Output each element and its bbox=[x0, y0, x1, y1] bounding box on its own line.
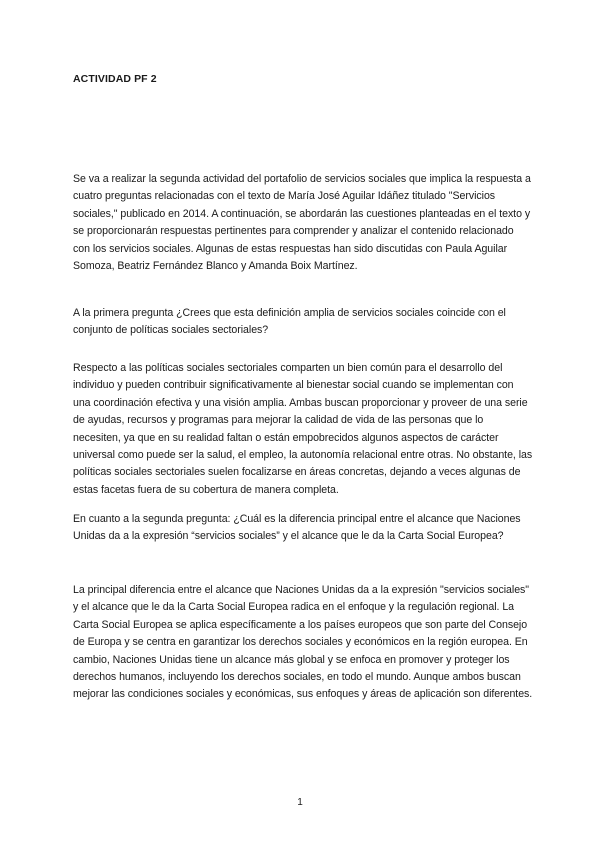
page-number: 1 bbox=[297, 797, 303, 808]
question-one-paragraph: A la primera pregunta ¿Crees que esta definición amplia de servicios sociales coincide con el conjunto de políticas sociales sectoriales? bbox=[73, 307, 506, 337]
question-two-paragraph: En cuanto a la segunda pregunta: ¿Cuál es la diferencia principal entre el alcance que Naciones Unidas da a la expresión “servicios sociales” y el alcance que le da la Carta Social Europea? bbox=[73, 513, 521, 543]
document-title: ACTIVIDAD PF 2 bbox=[73, 73, 157, 85]
answer-two-paragraph: La principal diferencia entre el alcance que Naciones Unidas da a la expresión "servicios sociales" y el alcance que le da la Carta Social Europea radica en el enfoque y la regulación regional. La Carta Social Europea se aplica específicamente a los países europeos que son parte del Consejo de Europa y se centra en garantizar los derechos sociales y económicos en la región europea. En cambio, Naciones Unidas tiene un alcance más global y se enfoca en promover y proteger los derechos humanos, incluyendo los derechos sociales, en todo el mundo. Aunque ambos buscan mejorar las condiciones sociales y económicas, sus enfoques y áreas de aplicación son diferentes. bbox=[73, 584, 533, 701]
intro-paragraph: Se va a realizar la segunda actividad del portafolio de servicios sociales que implica la respuesta a cuatro preguntas relacionadas con el texto de María José Aguilar Idáñez titulado "Servicios sociales," publicado en 2014. A continuación, se abordarán las cuestiones planteadas en el texto y se proporcionarán respuestas pertinentes para comprender y analizar el contenido relacionado con los servicios sociales. Algunas de estas respuestas han sido discutidas con Paula Aguilar Somoza, Beatriz Fernández Blanco y Amanda Boix Martínez. bbox=[73, 173, 531, 273]
answer-one-paragraph: Respecto a las políticas sociales sectoriales comparten un bien común para el desarrollo del individuo y pueden contribuir significativamente al bienestar social cuando se implementan con una coordinación efectiva y una visión amplia. Ambas buscan proporcionar y proveer de una serie de ayudas, recursos y programas para mejorar la calidad de vida de las personas que lo necesiten, ya que en su realidad faltan o están empobrecidos algunos aspectos de carácter universal como puede ser la salud, el empleo, la autonomía relacional entre otras. No obstante, las políticas sociales sectoriales suelen focalizarse en áreas concretas, dejando a veces algunas de estas facetas fuera de su cobertura de manera completa. bbox=[73, 362, 533, 496]
